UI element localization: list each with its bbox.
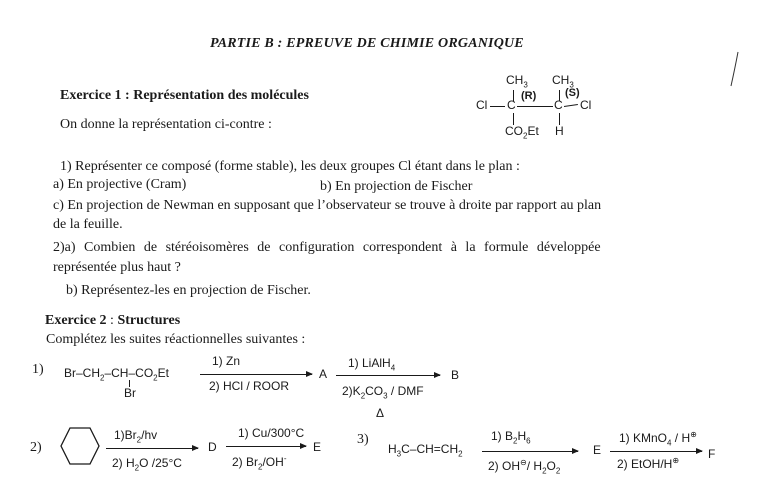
carbon-right: C: [554, 98, 563, 112]
margin-mark: [726, 50, 746, 90]
heat-symbol: Δ: [376, 406, 385, 420]
reaction3-step1-bottom: 2) OH⊖/ $H_2O_2$: [488, 458, 561, 476]
reaction1-arrow1: [200, 374, 312, 375]
question-1: 1) Représenter ce composé (forme stable), les deux groupes Cl étant dans le plan :: [60, 159, 520, 174]
cyclohexane-ring: [58, 424, 102, 468]
reaction1-step1-bottom: 2) HCl / ROOR: [209, 379, 290, 393]
question-1c-line2: de la feuille.: [53, 217, 123, 232]
reaction3-step2-top: 1) KMnO$_4$ / H⊕: [619, 430, 697, 448]
chlorine-right: Cl: [580, 98, 592, 112]
product-d: D: [208, 440, 217, 454]
methyl-right: $CH_3$: [552, 73, 574, 90]
reaction3-step2-bottom: 2) EtOH/H⊕: [617, 456, 680, 471]
chlorine-left: Cl: [476, 98, 488, 112]
question-1b: b) En projection de Fischer: [320, 179, 473, 194]
reaction2-step2-top: 1) Cu/300°C: [238, 426, 305, 440]
product-f: F: [708, 447, 716, 461]
r-label: (R): [521, 90, 537, 102]
reaction2-step2-bottom: 2) $Br_2/OH^-$: [232, 454, 287, 472]
reaction1-step2-bottom: $2)K_2CO_3$ / DMF: [342, 384, 424, 401]
question-2a-line2: représentée plus haut ?: [53, 260, 181, 275]
product-e: E: [313, 440, 322, 454]
ester-group: $CO_2Et$: [505, 124, 539, 141]
reaction1-number: 1): [32, 362, 44, 377]
reaction3-reactant: $H_3C-CH=CH_2$: [388, 442, 463, 459]
product-a: A: [319, 367, 328, 381]
reaction1-arrow2: [336, 375, 440, 376]
s-label: (S): [565, 87, 580, 99]
reaction1-reactant: $Br-CH_2-CH-CO_2Et$: [64, 366, 169, 383]
reaction1-bromo: Br: [124, 386, 136, 400]
reaction3-arrow1: [482, 451, 578, 452]
reaction2-arrow1: [106, 448, 198, 449]
question-2b: b) Représentez-les en projection de Fischer.: [66, 283, 311, 298]
reaction3-step1-top: 1) $B_2H_6$: [491, 429, 531, 446]
reaction2-arrow2: [226, 446, 306, 447]
hydrogen: H: [555, 124, 564, 138]
question-1a: a) En projective (Cram): [53, 177, 187, 192]
reaction1-step2-top: 1) LiAlH$_4$: [348, 356, 396, 373]
reaction2-step1-bottom: 2) $H_2O$ /25°C: [112, 456, 182, 473]
product-e-2: E: [593, 443, 602, 457]
exercise1-intro: On donne la représentation ci-contre :: [60, 117, 272, 132]
carbon-left: C: [507, 98, 516, 112]
methyl-left: $CH_3$: [506, 73, 528, 90]
reaction2-step1-top: $1)Br_2/hv$: [114, 428, 158, 445]
exercise1-heading: Exercice 1 : Représentation des molécules: [60, 88, 309, 103]
reaction1-step1-top: 1) Zn: [212, 354, 241, 368]
product-b: B: [451, 368, 460, 382]
question-1c-line1: c) En projection de Newman en supposant que l’observateur se trouve à droite par rapport au plan: [53, 198, 602, 213]
exercise2-intro: Complétez les suites réactionnelles suivantes :: [46, 332, 306, 347]
exercise2-heading: Exercice 2 : Structures: [45, 313, 181, 328]
reaction3-arrow2: [610, 451, 702, 452]
reaction2-number: 2): [30, 440, 42, 455]
page-title: PARTIE B : EPREUVE DE CHIMIE ORGANIQUE: [210, 36, 524, 51]
question-2a-line1: 2)a) Combien de stéréoisomères de configuration correspondent à la formule développée: [53, 240, 601, 255]
reaction3-number: 3): [357, 432, 369, 447]
